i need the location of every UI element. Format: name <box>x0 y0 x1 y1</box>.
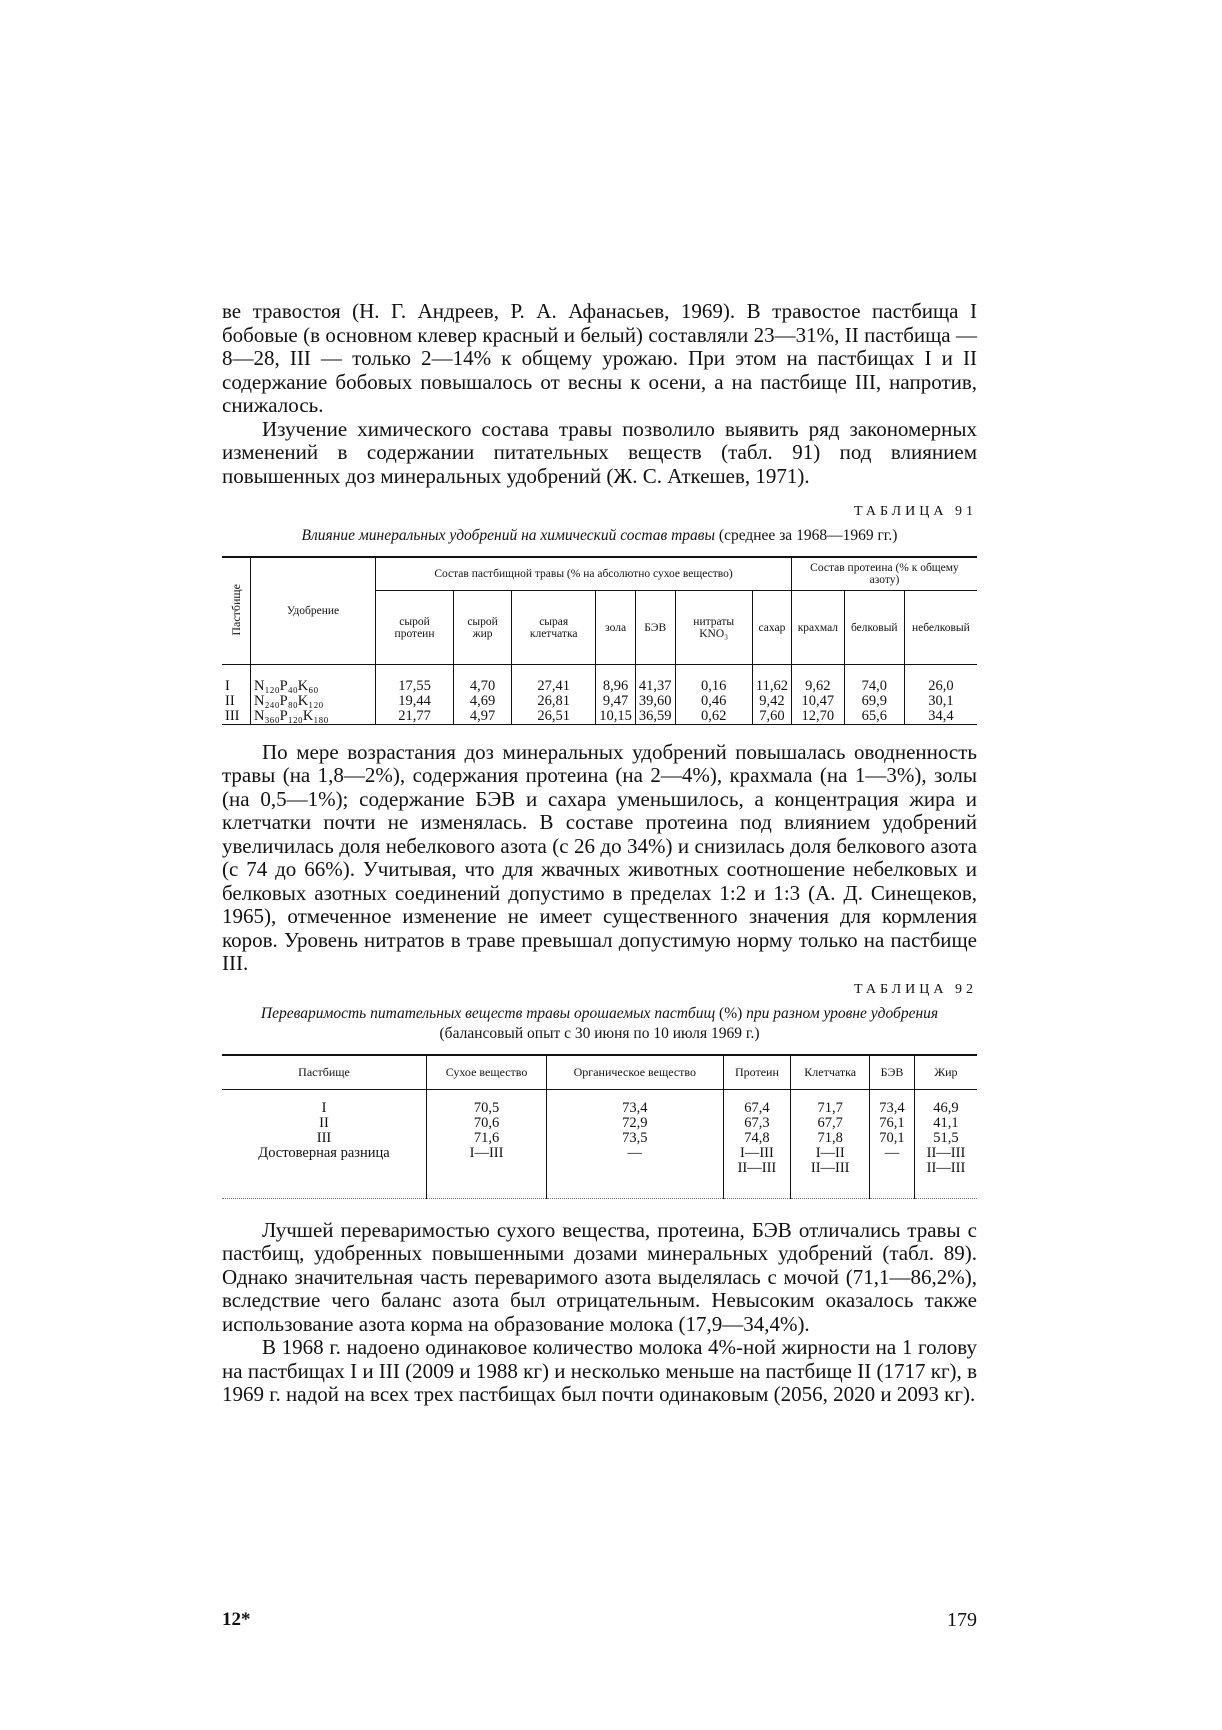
header-col: зола <box>596 591 636 665</box>
header-pasture: Пастбище <box>222 1055 427 1090</box>
header-col: Сухое вещество <box>427 1055 547 1090</box>
table-91 <box>222 556 977 725</box>
header-col: сырая клетчатка <box>512 591 596 665</box>
table-row: I 70,5 73,4 67,4 71,7 73,4 46,9 <box>222 1101 977 1116</box>
table-91-caption: ТАБЛИЦА 91 <box>854 504 977 519</box>
header-group-grass: Состав пастбищной травы (% на абсолютно сухое вещество) <box>376 557 792 591</box>
table-92 <box>222 1054 977 1199</box>
header-pasture: Пастбище <box>222 557 251 665</box>
page-content <box>222 300 977 1407</box>
header-col: БЭВ <box>870 1055 915 1090</box>
header-col: сахар <box>752 591 791 665</box>
signature-mark: 12* <box>222 1609 251 1630</box>
header-col: БЭВ <box>635 591 675 665</box>
header-col: нитраты KNO₃ <box>675 591 752 665</box>
table-row: Достоверная разница I—III — I—III I—II — II—III <box>222 1146 977 1161</box>
paragraph-5: В 1968 г. надоено одинаковое количество молока 4%-ной жирности на 1 голову на пастбищах I и III (2009 и 1988 кг) и несколько меньше на пастбище II (1717 кг), в 1969 г. надой на всех трех пастбищах был почти одинаковым (2056, 2020 и 2093 кг). <box>222 1335 977 1406</box>
page-number: 179 <box>947 1609 977 1631</box>
table-91-title: Влияние минеральных удобрений на химический состав травы (среднее за 1968—1969 гг.) <box>301 527 898 544</box>
paragraph-3: По мере возрастания доз минеральных удобрений повышалась оводненность травы (на 1,8—2%), содержания протеина (на 2—4%), крахмала (на 1—3%), золы (на 0,5—1%); содержание БЭВ и сахара уменьшилось, а концентрация жира и клетчатки почти не изменялась. В составе протеина под влиянием удобрений увеличилась доля небелкового азота (с 26 до 34%) и снизилась доля белкового азота (с 74 до 66%). Учитывая, что для жвачных животных соотношение небелковых и белковых азотных соединений допустимо в пределах 1:2 и 1:3 (А. Д. Синещеков, 1965), отмеченное изменение не имеет существенного значения для кормления коров. Уровень нитратов в траве превышал допустимую норму только на пастбище III. <box>222 739 977 975</box>
header-col: Клетчатка <box>791 1055 870 1090</box>
header-col: небелковый <box>904 591 977 665</box>
table-92-caption: ТАБЛИЦА 92 <box>854 981 977 997</box>
header-col: крахмал <box>791 591 844 665</box>
header-fertilizer: Удобрение <box>251 557 376 665</box>
header-col: сырой протеин <box>376 591 454 665</box>
paragraph-1: ве травостоя (Н. Г. Андреев, Р. А. Афанасьев, 1969). В травостое пастбища I бобовые (в основном клевер красный и белый) составляли 23—31%, II пастбища — 8—28, III — только 2—14% к общему урожаю. При этом на пастбищах I и II содержание бобовых повышалось от весны к осени, а на пастбище III, напротив, снижалось. <box>222 299 977 417</box>
header-col: Органическое вещество <box>547 1055 723 1090</box>
table-row: II 70,6 72,9 67,3 67,7 76,1 41,1 <box>222 1116 977 1131</box>
paragraph-2: Изучение химического состава травы позволило выявить ряд закономерных изменений в содержании питательных веществ (табл. 91) под влиянием повышенных доз минеральных удобрений (Ж. С. Аткешев, 1971). <box>222 416 977 488</box>
table-row: II N₂₄₀P₈₀K₁₂₀ 19,44 4,69 26,81 9,47 39,60 0,46 9,42 10,47 69,9 30,1 <box>222 694 977 709</box>
header-group-protein: Состав протеина (% к общему азоту) <box>791 557 977 591</box>
paragraph-4: Лучшей переваримостью сухого вещества, протеина, БЭВ отличались травы с пастбищ, удобренных повышенными дозами минеральных удобрений (табл. 89). Однако значительная часть переваримого азота выделялась с мочой (71,1—86,2%), вследствие чего баланс азота был отрицательным. Невысоким оказалось также использование азота корма на образование молока (17,9—34,4%). <box>222 1217 977 1336</box>
table-row: III N₃₆₀P₁₂₀K₁₈₀ 21,77 4,97 26,51 10,15 36,59 0,62 7,60 12,70 65,6 34,4 <box>222 709 977 725</box>
table-row: III 71,6 73,5 74,8 71,8 70,1 51,5 <box>222 1131 977 1146</box>
header-col: белковый <box>844 591 904 665</box>
header-col: Протеин <box>723 1055 791 1090</box>
header-col: Жир <box>914 1055 977 1090</box>
table-row: II—III II—III II—III <box>222 1161 977 1176</box>
table-92-title: Переваримость питательных веществ травы орошаемых пастбищ (%) при разном уровне удобрения (балансовый опыт с 30 июня по 10 июля 1969 г.) <box>260 1004 939 1042</box>
header-col: сырой жир <box>454 591 512 665</box>
table-row: I N₁₂₀P₄₀K₆₀ 17,55 4,70 27,41 8,96 41,37 0,16 11,62 9,62 74,0 26,0 <box>222 679 977 694</box>
